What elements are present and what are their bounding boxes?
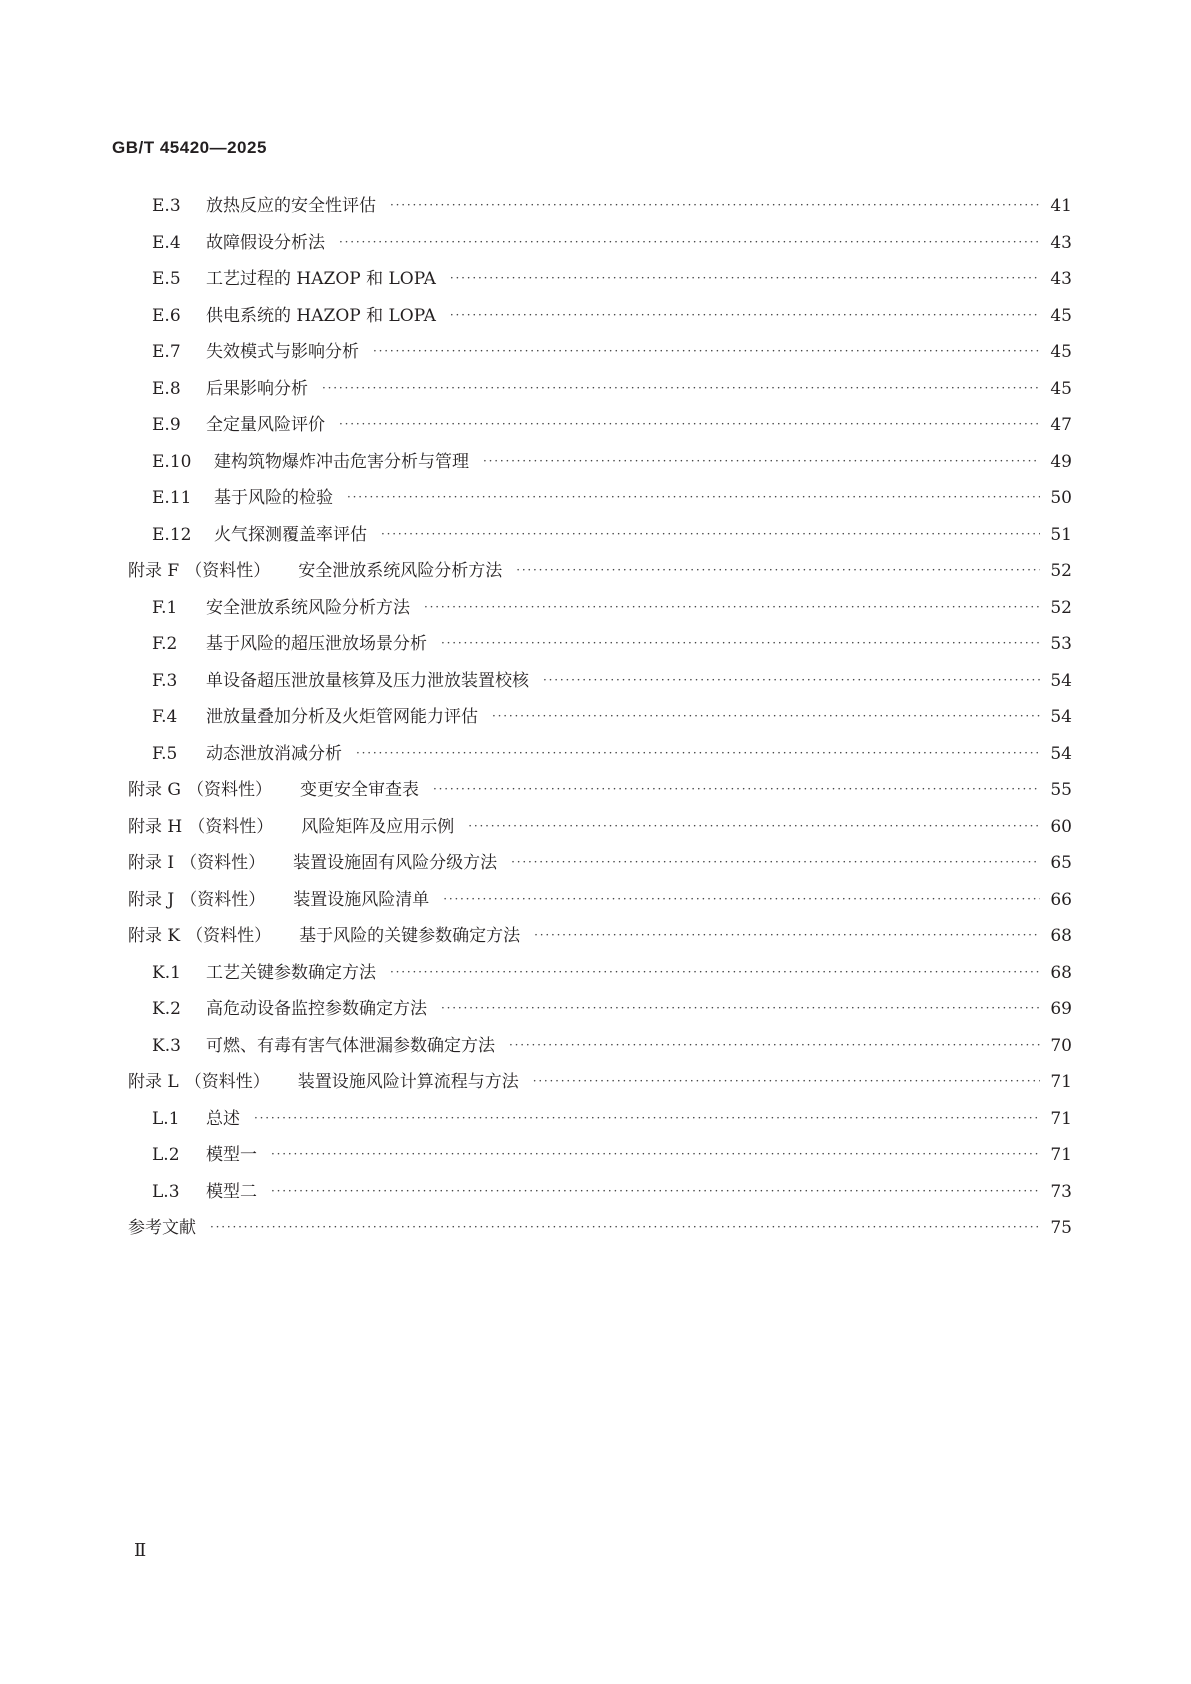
toc-entry-title: 单设备超压泄放量核算及压力泄放装置校核	[206, 670, 529, 691]
toc-entry-page: 49	[1050, 451, 1072, 472]
toc-entry-annex-type: （资料性）	[186, 780, 272, 800]
toc-entry[interactable]	[128, 261, 1072, 298]
toc-entry-number: L.1	[152, 1108, 180, 1129]
toc-entry-page: 54	[1050, 670, 1072, 691]
toc-dot-leader	[516, 551, 1040, 589]
toc-entry-page: 68	[1050, 962, 1072, 983]
toc-entry[interactable]	[128, 225, 1072, 262]
toc-entry-page: 66	[1050, 889, 1072, 910]
toc-entry-title: 基于风险的关键参数确定方法	[299, 926, 521, 946]
toc-entry-page: 45	[1050, 378, 1072, 399]
toc-entry-title: 工艺关键参数确定方法	[206, 962, 376, 983]
toc-entry-page: 73	[1050, 1181, 1072, 1202]
toc-entry-number: 附录 I	[128, 853, 175, 873]
toc-entry-title: 装置设施风险计算流程与方法	[297, 1072, 519, 1092]
toc-dot-leader	[443, 880, 1040, 918]
toc-entry-number: 附录 L	[128, 1072, 179, 1092]
toc-entry[interactable]	[128, 955, 1072, 992]
toc-entry-number: E.11	[152, 488, 192, 508]
toc-entry-number: 附录 F	[128, 561, 180, 581]
toc-entry[interactable]	[128, 1064, 1072, 1101]
toc-dot-leader	[468, 807, 1040, 845]
toc-entry-annex-type: （资料性）	[184, 1072, 270, 1092]
toc-entry-number: F.5	[152, 743, 178, 764]
toc-entry[interactable]	[128, 1028, 1072, 1065]
toc-entry-number: 附录 K	[128, 926, 181, 946]
toc-entry[interactable]	[128, 699, 1072, 736]
toc-entry[interactable]	[128, 918, 1072, 955]
toc-dot-leader	[339, 405, 1040, 443]
toc-entry[interactable]	[128, 882, 1072, 919]
toc-entry-annex-type: （资料性）	[188, 816, 274, 837]
toc-dot-leader	[271, 1135, 1040, 1173]
toc-entry-title: 模型二	[206, 1181, 257, 1202]
toc-entry-annex-type: （资料性）	[186, 926, 272, 946]
toc-entry-page: 65	[1050, 853, 1072, 873]
toc-entry-page: 45	[1050, 342, 1072, 362]
toc-entry-annex-type: （资料性）	[180, 853, 266, 873]
toc-entry-title: 供电系统的 HAZOP 和 LOPA	[206, 305, 436, 326]
toc-entry-page: 51	[1050, 524, 1072, 545]
toc-entry-page: 52	[1050, 597, 1072, 618]
toc-entry-title: 总述	[206, 1108, 240, 1129]
toc-entry[interactable]	[128, 298, 1072, 335]
toc-entry-number: E.3	[152, 196, 181, 216]
toc-dot-leader	[534, 916, 1040, 954]
toc-entry[interactable]	[128, 1137, 1072, 1174]
toc-dot-leader	[450, 296, 1040, 334]
toc-entry-number: F.4	[152, 707, 178, 727]
toc-entry-page: 60	[1050, 816, 1072, 837]
toc-dot-leader	[347, 478, 1040, 516]
toc-dot-leader	[533, 1062, 1040, 1100]
page-folio: Ⅱ	[134, 1540, 147, 1561]
toc-entry-title: 变更安全审查表	[299, 780, 419, 800]
toc-entry-title: 风险矩阵及应用示例	[301, 816, 455, 837]
toc-entry-title: 安全泄放系统风险分析方法	[298, 561, 503, 581]
toc-entry-title: 火气探测覆盖率评估	[214, 524, 367, 545]
toc-dot-leader	[492, 697, 1040, 735]
toc-dot-leader	[339, 223, 1040, 261]
toc-entry-page: 43	[1050, 232, 1072, 253]
toc-entry[interactable]	[128, 1210, 1072, 1247]
toc-entry-title: 模型一	[206, 1145, 257, 1165]
table-of-contents	[128, 188, 1072, 1247]
toc-dot-leader	[390, 953, 1040, 991]
toc-entry-page: 71	[1050, 1145, 1072, 1165]
toc-entry-annex-type: （资料性）	[185, 561, 271, 581]
toc-entry-number: E.8	[152, 378, 181, 399]
toc-entry-title: 全定量风险评价	[206, 415, 325, 435]
toc-entry[interactable]	[128, 517, 1072, 554]
toc-entry-title: 高危动设备监控参数确定方法	[206, 999, 427, 1019]
toc-entry-number: E.9	[152, 415, 181, 435]
toc-entry-number: F.2	[152, 634, 178, 654]
toc-entry[interactable]	[128, 444, 1072, 481]
toc-entry[interactable]	[128, 663, 1072, 700]
toc-entry-title: 建构筑物爆炸冲击危害分析与管理	[214, 451, 469, 472]
toc-dot-leader	[441, 624, 1040, 662]
toc-dot-leader	[322, 369, 1040, 407]
toc-entry-page: 41	[1050, 196, 1072, 216]
toc-entry-number: F.1	[152, 597, 178, 618]
toc-entry-page: 43	[1050, 269, 1072, 289]
toc-entry-number: 附录 H	[128, 816, 183, 837]
toc-entry-number: E.5	[152, 269, 181, 289]
toc-dot-leader	[210, 1208, 1040, 1246]
toc-dot-leader	[441, 989, 1040, 1027]
toc-entry-page: 54	[1050, 743, 1072, 764]
toc-entry-page: 70	[1050, 1035, 1072, 1056]
toc-entry[interactable]	[128, 371, 1072, 408]
toc-entry-number: 附录 J	[128, 889, 175, 910]
toc-entry-page: 71	[1050, 1072, 1072, 1092]
toc-entry-page: 47	[1050, 415, 1072, 435]
toc-dot-leader	[424, 588, 1040, 626]
toc-dot-leader	[390, 186, 1040, 224]
toc-entry[interactable]	[128, 188, 1072, 225]
toc-dot-leader	[511, 843, 1040, 881]
toc-dot-leader	[543, 661, 1040, 699]
toc-entry[interactable]	[128, 1174, 1072, 1211]
toc-entry-title: 工艺过程的 HAZOP 和 LOPA	[206, 269, 436, 289]
toc-entry-title: 装置设施固有风险分级方法	[293, 853, 498, 873]
toc-entry[interactable]	[128, 736, 1072, 773]
toc-entry-number: E.12	[152, 524, 192, 545]
toc-entry-number: F.3	[152, 670, 178, 691]
toc-entry-page: 69	[1050, 999, 1072, 1019]
toc-entry-title: 基于风险的检验	[214, 488, 333, 508]
toc-entry-page: 45	[1050, 305, 1072, 326]
toc-dot-leader	[433, 770, 1040, 808]
standard-code: GB/T 45420—2025	[112, 138, 267, 157]
toc-entry-number: E.6	[152, 305, 181, 326]
toc-entry-page: 52	[1050, 561, 1072, 581]
toc-entry-title: 放热反应的安全性评估	[206, 196, 376, 216]
toc-entry-annex-type: （资料性）	[180, 889, 266, 910]
toc-entry[interactable]	[128, 772, 1072, 809]
toc-dot-leader	[356, 734, 1040, 772]
toc-dot-leader	[271, 1172, 1040, 1210]
toc-entry-number: E.10	[152, 451, 192, 472]
toc-entry-number: 附录 G	[128, 780, 181, 800]
toc-entry-page: 71	[1050, 1108, 1072, 1129]
toc-entry-page: 75	[1050, 1218, 1072, 1238]
toc-entry[interactable]	[128, 991, 1072, 1028]
toc-entry[interactable]	[128, 480, 1072, 517]
toc-entry[interactable]	[128, 809, 1072, 846]
toc-entry[interactable]	[128, 553, 1072, 590]
toc-entry[interactable]	[128, 626, 1072, 663]
toc-entry[interactable]	[128, 845, 1072, 882]
toc-entry-number: E.4	[152, 232, 181, 253]
toc-entry-title: 泄放量叠加分析及火炬管网能力评估	[206, 707, 478, 727]
toc-entry[interactable]	[128, 407, 1072, 444]
toc-dot-leader	[450, 259, 1040, 297]
toc-dot-leader	[373, 332, 1040, 370]
toc-entry-number: E.7	[152, 342, 181, 362]
toc-entry-page: 55	[1050, 780, 1072, 800]
toc-entry-title: 失效模式与影响分析	[206, 342, 359, 362]
toc-dot-leader	[381, 515, 1040, 553]
toc-entry-title: 参考文献	[128, 1218, 196, 1238]
toc-entry[interactable]	[128, 334, 1072, 371]
toc-entry-number: L.3	[152, 1181, 180, 1202]
toc-entry-page: 53	[1050, 634, 1072, 654]
toc-entry-title: 故障假设分析法	[206, 232, 325, 253]
toc-entry-number: K.1	[152, 962, 181, 983]
toc-entry[interactable]	[128, 590, 1072, 627]
toc-entry-title: 可燃、有毒有害气体泄漏参数确定方法	[206, 1035, 495, 1056]
toc-dot-leader	[509, 1026, 1040, 1064]
toc-entry-number: K.3	[152, 1035, 181, 1056]
toc-entry-page: 54	[1050, 707, 1072, 727]
toc-entry-page: 68	[1050, 926, 1072, 946]
toc-entry[interactable]	[128, 1101, 1072, 1138]
toc-entry-title: 基于风险的超压泄放场景分析	[206, 634, 427, 654]
toc-entry-title: 动态泄放消减分析	[206, 743, 342, 764]
toc-entry-title: 装置设施风险清单	[293, 889, 430, 910]
toc-entry-number: K.2	[152, 999, 181, 1019]
toc-entry-page: 50	[1050, 488, 1072, 508]
toc-entry-title: 后果影响分析	[206, 378, 308, 399]
toc-dot-leader	[483, 442, 1040, 480]
toc-entry-title: 安全泄放系统风险分析方法	[206, 597, 410, 618]
toc-entry-number: L.2	[152, 1145, 180, 1165]
toc-dot-leader	[254, 1099, 1040, 1137]
